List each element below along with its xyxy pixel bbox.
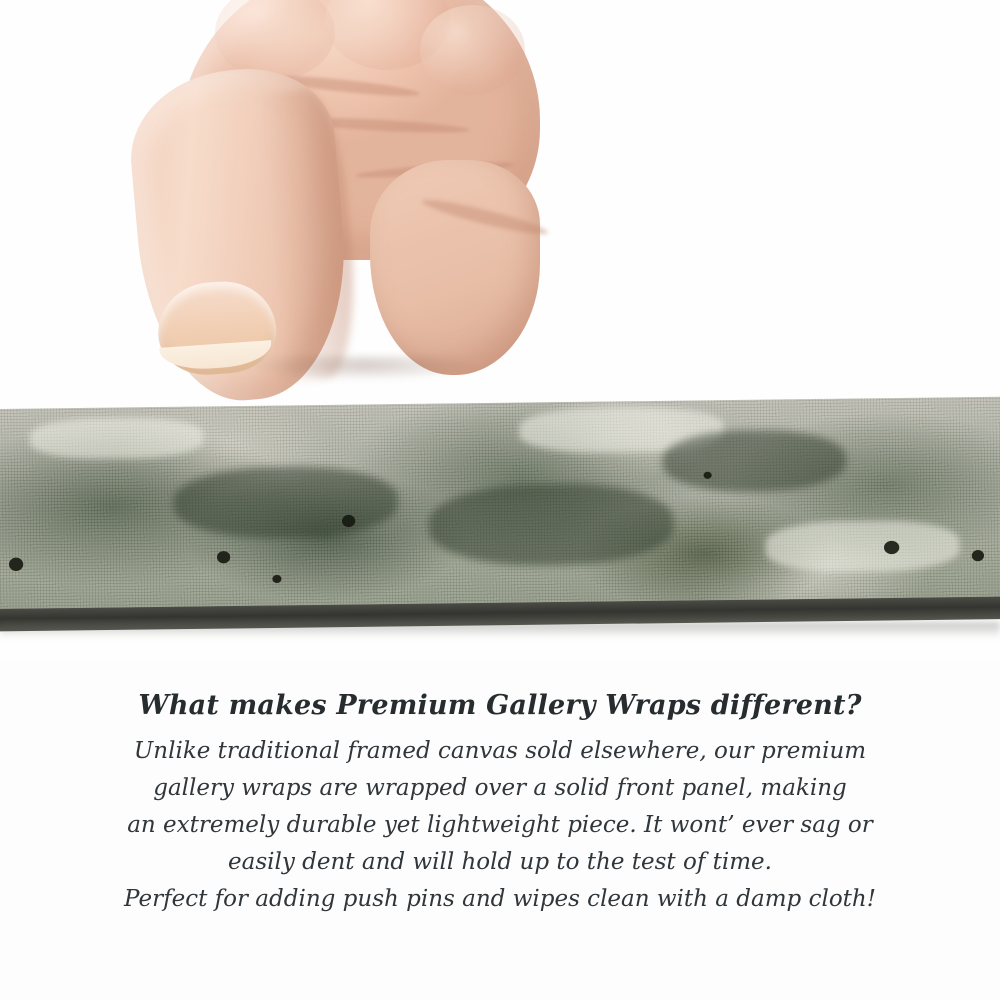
canvas-speck [272,575,281,583]
hand-side-mass [370,160,540,375]
caption-line: gallery wraps are wrapped over a solid front panel, making [153,775,847,801]
canvas-speck [704,472,712,479]
contact-shadow [250,355,480,381]
canvas-highlight [30,417,204,460]
canvas-speck [217,551,230,563]
canvas-texture-dark [662,429,846,492]
caption-line: an extremely durable yet lightweight piece. It wont’ ever sag or [127,812,873,838]
canvas-speck [9,558,23,571]
caption-line: easily dent and will hold up to the test of time. [228,849,772,875]
caption-block [0,690,1000,918]
canvas-drop-shadow [0,622,1000,638]
caption-title: What makes Premium Gallery Wraps different? [138,690,862,721]
canvas-wrap-edge [0,397,1000,629]
hand-illustration [120,0,560,430]
canvas-texture-dark [173,465,398,539]
caption-line: Perfect for adding push pins and wipes clean with a damp cloth! [124,886,876,912]
caption-line: Unlike traditional framed canvas sold elsewhere, our premium [133,738,867,764]
canvas-texture-dark [428,482,674,567]
canvas-speck [342,515,355,527]
canvas-highlight [765,520,959,573]
canvas-speck [972,550,984,561]
knuckle-three [420,5,525,95]
